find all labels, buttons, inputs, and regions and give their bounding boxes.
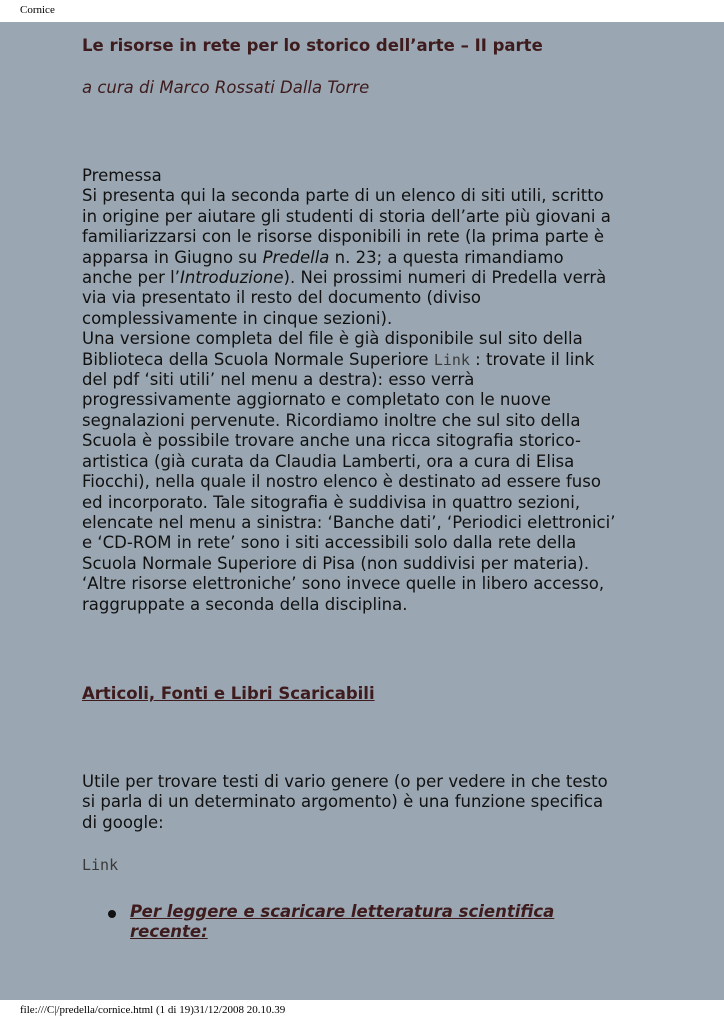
text-line: raggruppate a seconda della disciplina. bbox=[82, 594, 408, 614]
header-label: Cornice bbox=[20, 4, 55, 16]
google-text bbox=[82, 772, 682, 833]
premessa-heading: Premessa bbox=[82, 166, 162, 185]
text-line: Scuola è possibile trovare anche una ricca sitografia storico- bbox=[82, 431, 581, 451]
text-line: progressivamente aggiornato e completato con le nuove bbox=[82, 390, 551, 410]
text-span: anche per l’ bbox=[82, 268, 180, 288]
text-line: si parla di un determinato argomento) è una funzione specifica bbox=[82, 792, 604, 812]
text-line: del pdf ‘siti utili’ nel menu a destra): esso verrà bbox=[82, 370, 475, 390]
text-span: apparsa in Giugno su bbox=[82, 247, 263, 267]
text-line: ed incorporato. Tale sitografia è suddivisa in quattro sezioni, bbox=[82, 492, 581, 512]
text-line: familiarizzarsi con le risorse disponibili in rete (la prima parte è bbox=[82, 227, 605, 247]
predella-em: Predella bbox=[262, 247, 330, 267]
biblioteca-link[interactable]: Link bbox=[433, 350, 470, 369]
text-line: Si presenta qui la seconda parte di un elenco di siti utili, scritto bbox=[82, 186, 604, 206]
footer-label: file:///C|/predella/cornice.html (1 di 19)31/12/2008 20.10.39 bbox=[20, 1004, 286, 1016]
text-span: n. 23; a questa rimandiamo bbox=[329, 247, 564, 267]
text-line: elencate nel menu a sinistra: ‘Banche dati’, ‘Periodici elettronici’ bbox=[82, 512, 616, 532]
text-line: Scuola Normale Superiore di Pisa (non suddivisi per materia). bbox=[82, 553, 590, 573]
text-line: Fiocchi), nella quale il nostro elenco è destinato ad essere fuso bbox=[82, 472, 601, 492]
text-span: Biblioteca della Scuola Normale Superiore bbox=[82, 349, 434, 369]
text-line: complessivamente in cinque sezioni). bbox=[82, 308, 393, 328]
text-line bbox=[82, 268, 682, 288]
premessa-text bbox=[82, 166, 682, 615]
text-span: : trovate il link bbox=[469, 349, 595, 369]
text-line: e ‘CD-ROM in rete’ sono i siti accessibili solo dalla rete della bbox=[82, 533, 577, 553]
text-line: in origine per aiutare gli studenti di storia dell’arte più giovani a bbox=[82, 206, 611, 226]
text-line: di google: bbox=[82, 812, 164, 832]
text-line: Una versione completa del file è già disponibile sul sito della bbox=[82, 329, 583, 349]
author-line: a cura di Marco Rossati Dalla Torre bbox=[82, 78, 370, 97]
text-line bbox=[82, 248, 682, 268]
text-line: Per leggere e scaricare letteratura scientifica bbox=[130, 902, 555, 921]
google-link[interactable]: Link bbox=[82, 856, 119, 874]
introduzione-em: Introduzione bbox=[179, 268, 284, 288]
bullet-icon bbox=[108, 910, 116, 918]
text-line: via via presentato il resto del documento (diviso bbox=[82, 288, 482, 308]
page-area bbox=[0, 22, 724, 1000]
text-span: ). Nei prossimi numeri di Predella verrà bbox=[283, 268, 607, 288]
text-line: ‘Altre risorse elettroniche’ sono invece quelle in libero accesso, bbox=[82, 574, 605, 594]
page-title: Le risorse in rete per lo storico dell’arte – II parte bbox=[82, 36, 543, 55]
text-line: segnalazioni pervenute. Ricordiamo inoltre che sul sito della bbox=[82, 410, 581, 430]
bullet-text bbox=[130, 902, 610, 943]
text-line: artistica (già curata da Claudia Lamberti, ora a cura di Elisa bbox=[82, 451, 575, 471]
text-line: recente: bbox=[130, 922, 208, 942]
text-line: Utile per trovare testi di vario genere (o per vedere in che testo bbox=[82, 772, 608, 791]
section-heading: Articoli, Fonti e Libri Scaricabili bbox=[82, 684, 375, 703]
text-line bbox=[82, 350, 682, 370]
